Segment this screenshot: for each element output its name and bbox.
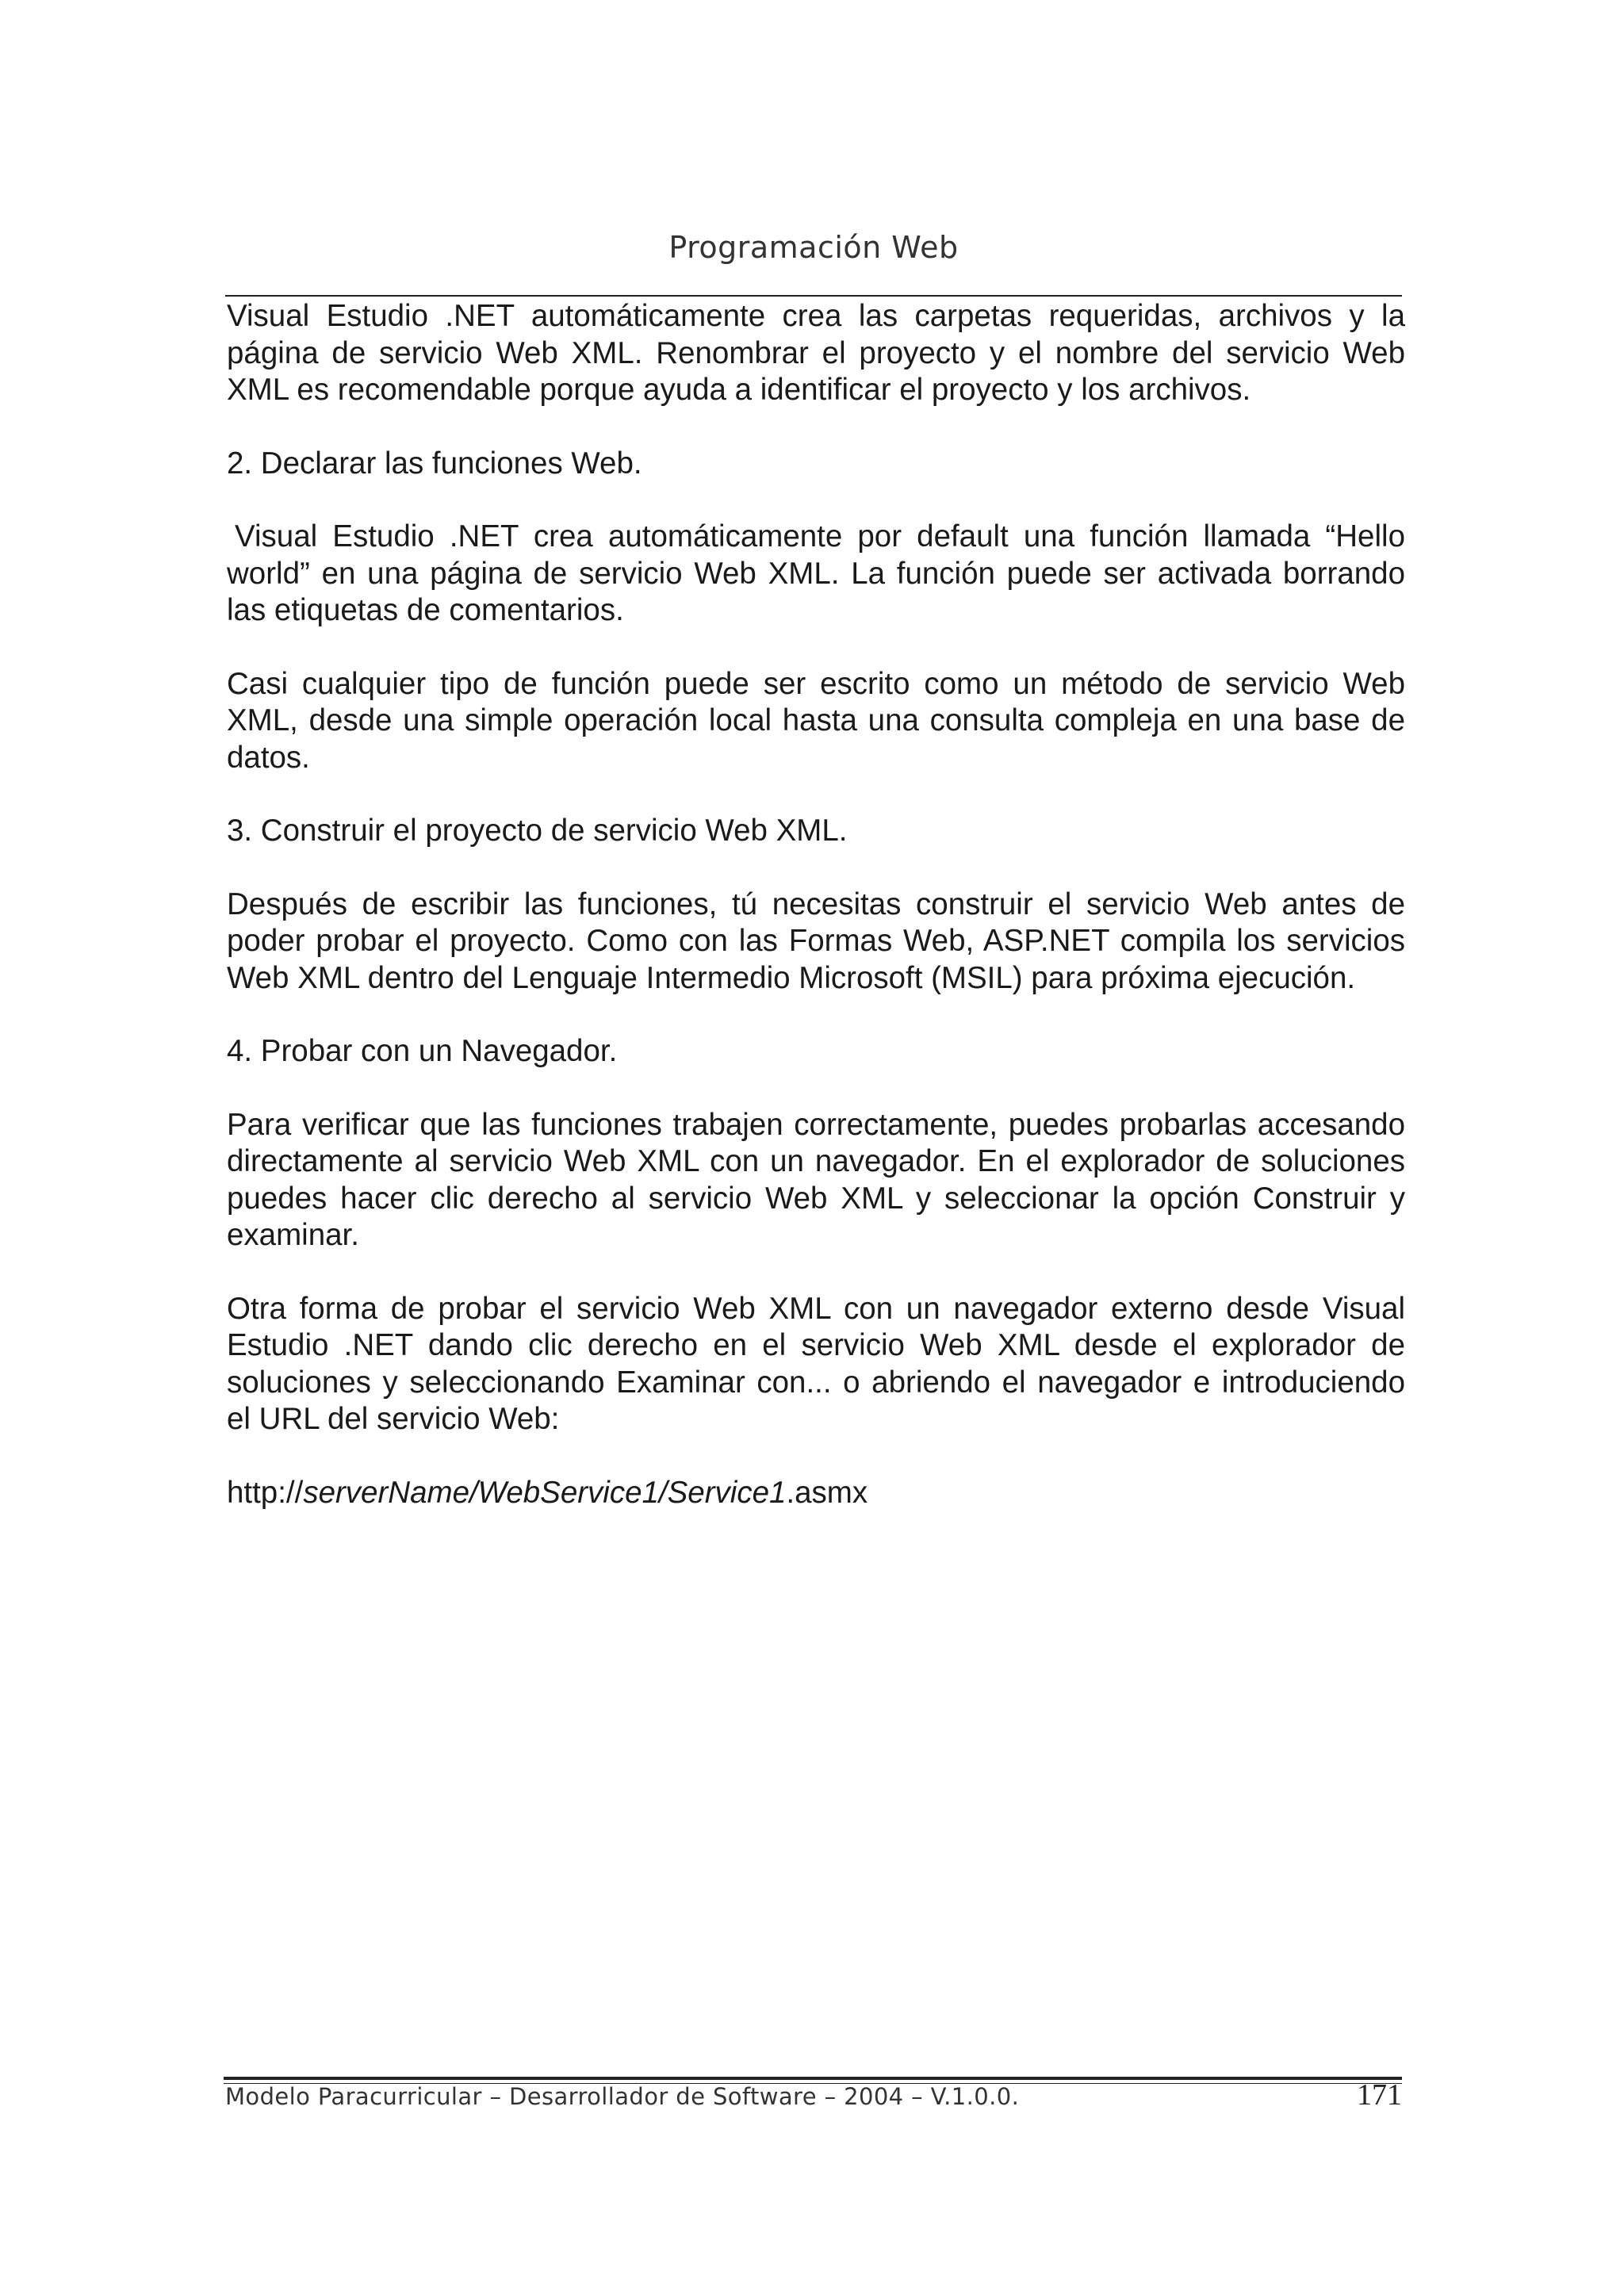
header-rule xyxy=(225,295,1402,297)
paragraph-build: Después de escribir las funciones, tú necesitas construir el servicio Web antes de poder probar el proyecto. Como con las Formas Web, ASP.NET compila los servicios Web XML dentro del Lenguaje Intermedio Microsoft (MSIL) para próxima ejecución. xyxy=(227,887,1405,995)
step-heading-4: 4. Probar con un Navegador. xyxy=(227,1034,618,1068)
url-prefix: http:// xyxy=(227,1475,304,1510)
service-url xyxy=(227,1475,1405,1512)
page-number: 171 xyxy=(1357,2078,1402,2112)
url-suffix: .asmx xyxy=(786,1475,868,1510)
paragraph-external-browser: Otra forma de probar el servicio Web XML con un navegador externo desde Visual Estudio .NET dando clic derecho en el servicio Web XML desde el explorador de soluciones y seleccionando Examinar con... o abriendo el navegador e introduciendo el URL del servicio Web: xyxy=(227,1291,1405,1436)
step-heading-2: 2. Declarar las funciones Web. xyxy=(227,446,642,481)
paragraph-verify: Para verificar que las funciones trabajen correctamente, puedes probarlas accesando directamente al servicio Web XML con un navegador. En el explorador de soluciones puedes hacer clic derecho al servicio Web XML y seleccionar la opción Construir y examinar. xyxy=(227,1107,1405,1252)
url-path: serverName/WebService1/Service1 xyxy=(303,1475,787,1510)
paragraph-hello-world: Visual Estudio .NET crea automáticamente por default una función llamada “Hello world” en una página de servicio Web XML. La función puede ser activada borrando las etiquetas de comentarios. xyxy=(227,519,1405,627)
body-text xyxy=(227,298,1405,1548)
footer-text: Modelo Paracurricular – Desarrollador de Software – 2004 – V.1.0.0. xyxy=(225,2083,1020,2110)
footer-rule-thick xyxy=(224,2077,1402,2080)
paragraph-function-types: Casi cualquier tipo de función puede ser escrito como un método de servicio Web XML, desde una simple operación local hasta una consulta compleja en una base de datos. xyxy=(227,666,1405,775)
running-header: Programación Web xyxy=(668,230,959,265)
step-heading-3: 3. Construir el proyecto de servicio Web XML. xyxy=(227,814,848,848)
paragraph-intro: Visual Estudio .NET automáticamente crea las carpetas requeridas, archivos y la página de servicio Web XML. Renombrar el proyecto y el nombre del servicio Web XML es recomendable porque ayuda a identificar el proyecto y los archivos. xyxy=(227,299,1405,407)
